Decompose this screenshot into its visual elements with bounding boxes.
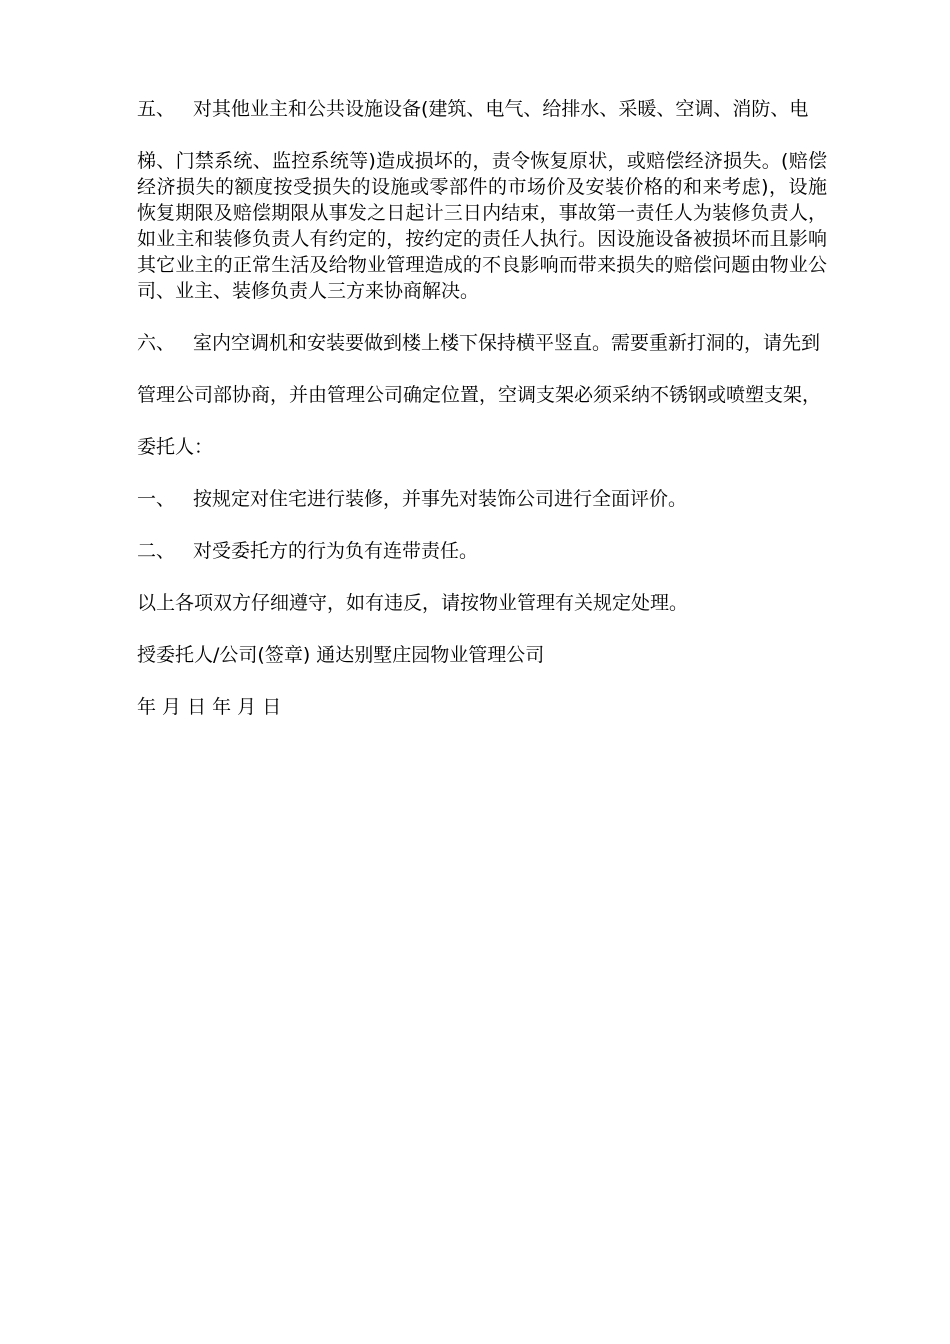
clause-number: 二、 xyxy=(137,540,176,562)
clause-5 xyxy=(137,96,827,122)
heading-text: 委托人： xyxy=(137,436,214,458)
clause-5-continued xyxy=(137,148,827,304)
compliance-statement xyxy=(137,590,827,616)
clause-text: 对其他业主和公共设施设备(建筑、电气、给排水、采暖、空调、消防、电 xyxy=(193,98,809,120)
principal-clause-2 xyxy=(137,538,827,564)
signature-text: 授委托人/公司(签章) 通达别墅庄园物业管理公司 xyxy=(137,644,545,666)
principal-clause-1 xyxy=(137,486,827,512)
document-page xyxy=(137,96,827,746)
clause-text: 梯、门禁系统、监控系统等)造成损坏的，责令恢复原状，或赔偿经济损失。(赔偿经济损失的额度按受损失的设施或零部件的市场价及安装价格的和来考虑)，设施恢复期限及赔偿期限从事发之日起计三日内结束，事故第一责任人为装修负责人，如业主和装修负责人有约定的，按约定的责任人执行。因设施设备被损坏而且影响其它业主的正常生活及给物业管理造成的不良影响而带来损失的赔偿问题由物业公司、业主、装修负责人三方来协商解决。 xyxy=(137,150,827,302)
clause-6 xyxy=(137,330,827,356)
clause-text: 管理公司部协商，并由管理公司确定位置，空调支架必须采纳不锈钢或喷塑支架， xyxy=(137,384,822,406)
clause-number: 一、 xyxy=(137,488,176,510)
clause-6-continued xyxy=(137,382,827,408)
clause-text: 按规定对住宅进行装修，并事先对装饰公司进行全面评价。 xyxy=(193,488,688,510)
clause-text: 室内空调机和安装要做到楼上楼下保持横平竖直。需要重新打洞的，请先到 xyxy=(193,332,821,354)
clause-number: 六、 xyxy=(137,332,176,354)
date-text: 年 月 日 年 月 日 xyxy=(137,696,282,718)
clause-number: 五、 xyxy=(137,98,176,120)
date-line xyxy=(137,694,827,720)
clause-text: 对受委托方的行为负有连带责任。 xyxy=(193,540,479,562)
statement-text: 以上各项双方仔细遵守，如有违反，请按物业管理有关规定处理。 xyxy=(137,592,689,614)
signature-line xyxy=(137,642,827,668)
principal-heading xyxy=(137,434,827,460)
